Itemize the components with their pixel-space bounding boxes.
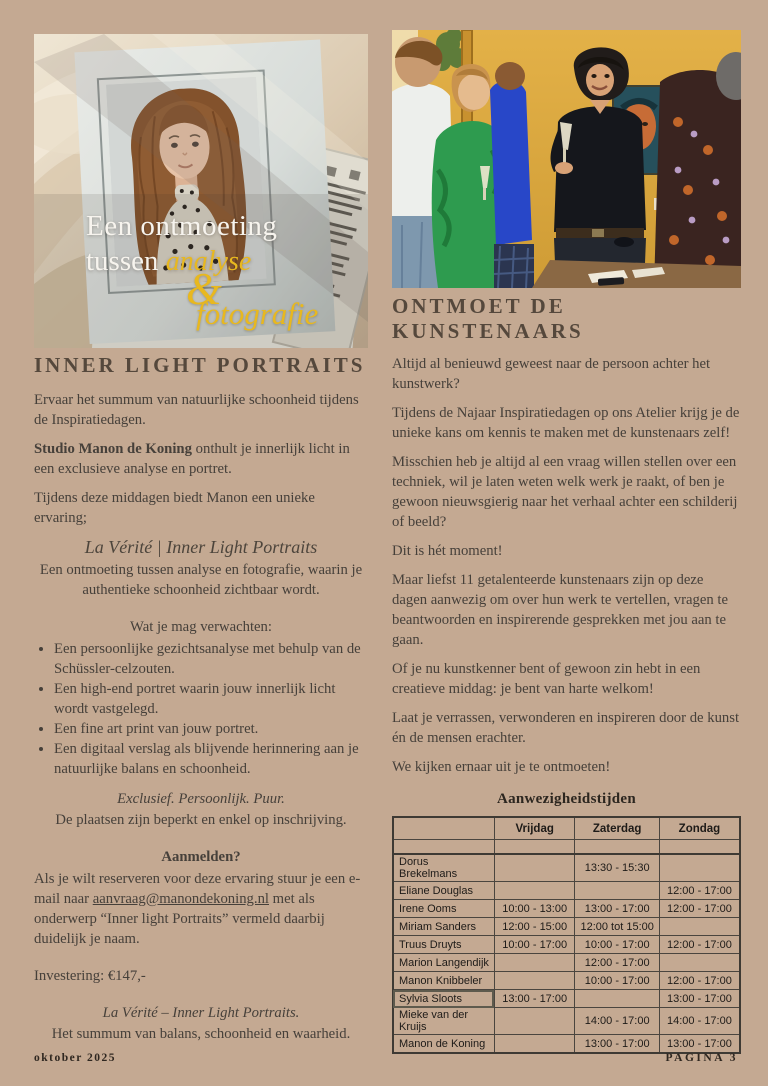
expectations-title: Wat je mag verwachten:	[130, 619, 272, 635]
right-column	[392, 294, 741, 1054]
right-paragraph: Of je nu kunstkenner bent of gewoon zin hebt in een creatieve middag: je bent van harte welkom!	[392, 661, 701, 697]
list-item: • Een persoonlijke gezichtsanalyse met behulp van de Schüssler-celzouten.	[54, 639, 368, 679]
left-column	[34, 353, 368, 1053]
gallery-event-photo	[392, 30, 741, 288]
signup-post: met als onderwerp “Inner light Portraits” vermeld daarbij duidelijk je naam.	[34, 891, 325, 947]
time-cell: 10:00 - 17:00	[494, 936, 575, 954]
heading-line1: ONTMOET DE	[392, 294, 566, 318]
header-zaterdag: Zaterdag	[575, 817, 659, 840]
time-cell: 10:00 - 17:00	[575, 936, 659, 954]
time-cell: 13:00 - 17:00	[575, 1035, 659, 1054]
artist-name-cell: Eliane Douglas	[393, 882, 494, 900]
artist-name-cell: Truus Druyts	[393, 936, 494, 954]
time-cell: 14:00 - 17:00	[659, 1008, 740, 1035]
list-item: • Een digitaal verslag als blijvende herinnering aan je natuurlijke balans en schoonheid.	[54, 739, 368, 779]
header-zondag: Zondag	[659, 817, 740, 840]
right-paragraph: Dit is hét moment!	[392, 543, 503, 559]
table-row	[393, 936, 740, 954]
right-paragraph: Maar liefst 11 getalenteerde kunstenaars zijn op deze dagen aanwezig om over hun werk te vertellen, vragen te beantwoorden en inspirerende gesprekken met jou aan te gaan.	[392, 572, 729, 648]
hero-title-accent-fotografie: fotografie	[196, 296, 319, 331]
artist-name-cell-selected: Sylvia Sloots	[393, 990, 494, 1008]
table-row	[393, 900, 740, 918]
time-cell: 10:00 - 13:00	[494, 900, 575, 918]
artist-name-cell: Marion Langendijk	[393, 954, 494, 972]
time-cell: 14:00 - 17:00	[575, 1008, 659, 1035]
time-cell	[659, 854, 740, 882]
framed-portrait-photo	[34, 34, 368, 348]
time-cell	[659, 918, 740, 936]
table-row	[393, 918, 740, 936]
artist-name-cell: Manon de Koning	[393, 1035, 494, 1054]
artist-name-cell: Manon Knibbeler	[393, 972, 494, 990]
left-paragraph-middagen: Tijdens deze middagen biedt Manon een unieke ervaring;	[34, 490, 315, 526]
time-cell	[494, 882, 575, 900]
time-cell: 13:00 - 17:00	[494, 990, 575, 1008]
availability-table	[392, 816, 741, 1054]
time-cell: 13:00 - 17:00	[575, 900, 659, 918]
heading-line2: KUNSTENAARS	[392, 319, 584, 343]
table-row	[393, 972, 740, 990]
exclusive-line: Exclusief. Persoonlijk. Puur.	[117, 791, 285, 807]
table-row	[393, 990, 740, 1008]
hero-ampersand: &	[186, 263, 222, 314]
gallery-event-illustration	[392, 30, 741, 288]
right-paragraph: We kijken ernaar uit je te ontmoeten!	[392, 759, 611, 775]
right-paragraph: Altijd al benieuwd geweest naar de persoon achter het kunstwerk?	[392, 356, 711, 392]
tagline: La Vérité | Inner Light Portraits	[84, 537, 318, 557]
header-empty-cell	[393, 817, 494, 840]
signup-paragraph	[34, 869, 368, 949]
signup-title: Aanmelden?	[161, 849, 241, 865]
left-paragraph-intro: Ervaar het summum van natuurlijke schoonheid tijdens de Inspiratiedagen.	[34, 392, 359, 428]
table-row	[393, 1035, 740, 1054]
right-paragraph: Tijdens de Najaar Inspiratiedagen op ons Atelier krijg je de unieke kans om kennis te maken met de kunstenaars zelf!	[392, 405, 740, 441]
artist-name-cell: Miriam Sanders	[393, 918, 494, 936]
time-cell: 12:00 - 17:00	[659, 882, 740, 900]
time-cell	[494, 1008, 575, 1035]
investment-line: Investering: €147,-	[34, 968, 146, 984]
tagline-subtitle: Een ontmoeting tussen analyse en fotografie, waarin je authentieke schoonheid zichtbaar wordt.	[39, 562, 363, 598]
left-section-heading: INNER LIGHT PORTRAITS	[34, 353, 366, 377]
artist-name-cell: Dorus Brekelmans	[393, 854, 494, 882]
time-cell	[494, 854, 575, 882]
time-cell: 13:00 - 17:00	[659, 990, 740, 1008]
right-paragraph: Misschien heb je altijd al een vraag willen stellen over een techniek, wil je laten weten welk werk je raakt, of ben je gewoon nieuwsgierig naar het verhaal achter een schilderij of beeld?	[392, 454, 738, 530]
framed-portrait-illustration	[34, 34, 368, 348]
header-vrijdag: Vrijdag	[494, 817, 575, 840]
time-cell	[575, 882, 659, 900]
closing-italic: La Vérité – Inner Light Portraits.	[102, 1005, 300, 1021]
list-item: • Een fine art print van jouw portret.	[54, 719, 368, 739]
list-item: • Een high-end portret waarin jouw innerlijk licht wordt vastgelegd.	[54, 679, 368, 719]
artist-name-cell: Mieke van der Kruijs	[393, 1008, 494, 1035]
studio-rest: onthult je innerlijk licht in een exclusieve analyse en portret.	[34, 441, 350, 477]
time-cell: 12:00 - 17:00	[659, 900, 740, 918]
time-cell	[659, 954, 740, 972]
time-cell: 12:00 - 15:00	[494, 918, 575, 936]
table-row	[393, 1008, 740, 1035]
email-link[interactable]: aanvraag@manondekoning.nl	[92, 891, 269, 907]
time-cell: 13:30 - 15:30	[575, 854, 659, 882]
hero-title-accent-analyse: analyse	[165, 246, 252, 277]
time-cell: 12:00 - 17:00	[659, 936, 740, 954]
schedule-title: Aanwezigheidstijden	[496, 791, 637, 807]
time-cell: 12:00 tot 15:00	[575, 918, 659, 936]
table-header-row	[393, 817, 740, 840]
time-cell	[575, 990, 659, 1008]
signup-pre: Als je wilt reserveren voor deze ervaring stuur je een e-mail naar	[34, 871, 361, 907]
left-paragraph-studio	[34, 439, 368, 479]
artist-name-cell: Irene Ooms	[393, 900, 494, 918]
studio-name: Studio Manon de Koning	[34, 441, 192, 457]
time-cell: 10:00 - 17:00	[575, 972, 659, 990]
hero-title-line1: Een ontmoeting	[86, 210, 278, 242]
time-cell	[494, 972, 575, 990]
time-cell	[494, 954, 575, 972]
time-cell: 13:00 - 17:00	[659, 1035, 740, 1054]
right-paragraph: Laat je verrassen, verwonderen en inspireren door de kunst én de mensen erachter.	[392, 710, 740, 746]
footer-page-number: PAGINA 3	[665, 1052, 738, 1064]
closing-line: Het summum van balans, schoonheid en waarheid.	[51, 1026, 351, 1042]
expectations-list	[34, 639, 368, 779]
time-cell: 12:00 - 17:00	[659, 972, 740, 990]
right-section-heading	[392, 294, 741, 344]
hero-title-plain: tussen	[86, 245, 166, 277]
time-cell: 12:00 - 17:00	[575, 954, 659, 972]
table-row	[393, 954, 740, 972]
time-cell	[494, 1035, 575, 1054]
footer-date: oktober 2025	[34, 1052, 116, 1064]
spacer-row	[393, 840, 740, 855]
limited-line: De plaatsen zijn beperkt en enkel op inschrijving.	[55, 812, 347, 828]
table-row	[393, 882, 740, 900]
table-row	[393, 854, 740, 882]
